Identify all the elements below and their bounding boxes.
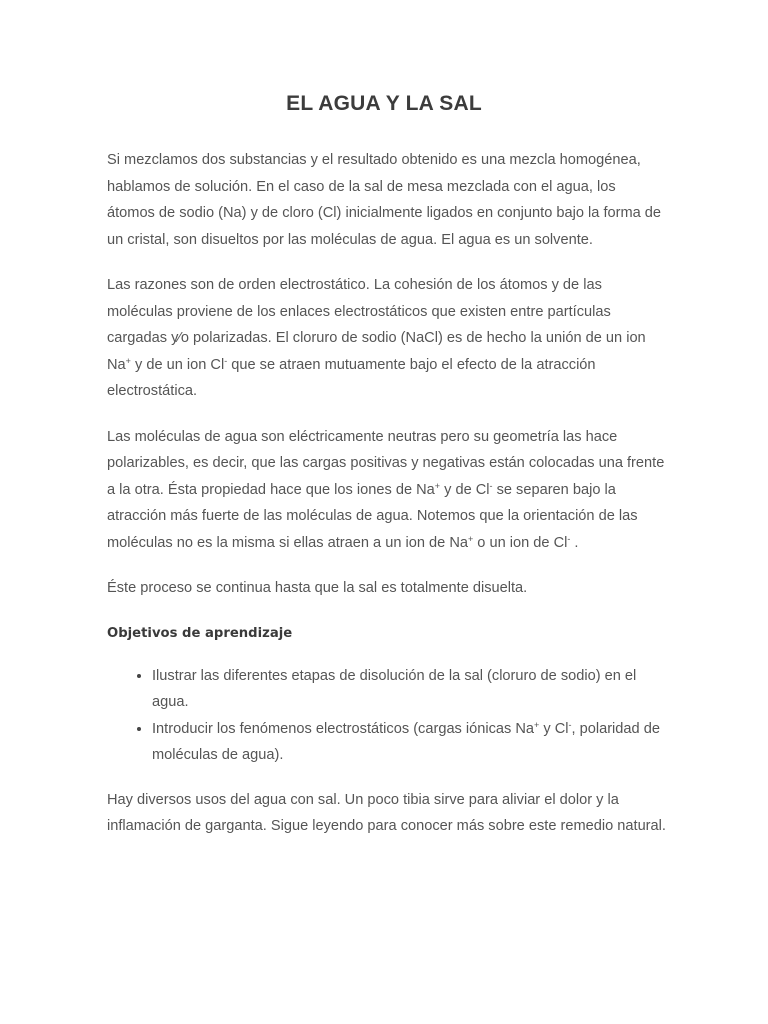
objectives-list bbox=[107, 663, 667, 769]
paragraph-text: y de Cl bbox=[440, 481, 490, 498]
charge-superscript: - bbox=[489, 480, 493, 491]
paragraph-text: se separen bajo la atracción más fuerte de las moléculas de agua. Notemos que la orientación de las moléculas no es la misma si ellas atraen a un ion de Na bbox=[107, 481, 638, 551]
paragraph-text: que se atraen mutuamente bajo el efecto de la atracción electrostática. bbox=[107, 356, 596, 399]
charge-superscript: - bbox=[568, 719, 572, 730]
objective-item bbox=[152, 716, 667, 769]
paragraph-polarity bbox=[107, 424, 667, 557]
paragraph-text: Las moléculas de agua son eléctricamente neutras pero su geometría las hace polarizables, es decir, que las cargas positivas y negativas están colocadas una frente a la otra. Ésta propiedad hace que los iones de Na bbox=[107, 428, 665, 498]
paragraph-text: y de un ion Cl bbox=[130, 356, 225, 373]
paragraph-solution: Si mezclamos dos substancias y el resultado obtenido es una mezcla homogénea, hablamos de solución. En el caso de la sal de mesa mezclada con el agua, los átomos de sodio (Na) y de cloro (Cl) inicialmente ligados en conjunto bajo la forma de un cristal, son disueltos por las moléculas de agua. El agua es un solvente. bbox=[107, 152, 662, 248]
charge-superscript: + bbox=[125, 355, 131, 366]
paragraph-dissolution: Éste proceso se continua hasta que la sal es totalmente disuelta. bbox=[107, 580, 528, 596]
charge-superscript: + bbox=[534, 719, 540, 730]
paragraph-text: o un ion de Cl bbox=[473, 534, 568, 551]
objective-text: , polaridad de moléculas de agua). bbox=[152, 720, 660, 763]
paragraph-text: Las razones son de orden electrostático. La cohesión de los átomos y de las moléculas proviene de los enlaces electrostáticos que existen entre partículas cargadas y⁄o polarizadas. El cloruro de sodio (NaCl) es de hecho la unión de un ion Na bbox=[107, 277, 646, 373]
charge-superscript: - bbox=[224, 355, 228, 366]
paragraph-electrostatic bbox=[107, 272, 667, 405]
charge-superscript: + bbox=[434, 480, 441, 491]
charge-superscript: - bbox=[567, 533, 571, 544]
paragraph-closing: Hay diversos usos del agua con sal. Un poco tibia sirve para aliviar el dolor y la inflamación de garganta. Sigue leyendo para conocer más sobre este remedio natural. bbox=[107, 791, 666, 834]
paragraph-text: . bbox=[570, 534, 579, 551]
objective-text: Introducir los fenómenos electrostáticos (cargas iónicas Na bbox=[152, 720, 535, 737]
document-body bbox=[107, 147, 667, 859]
objective-text: y Cl bbox=[539, 720, 569, 737]
document-title: EL AGUA Y LA SAL bbox=[286, 92, 482, 115]
objectives-heading: Objetivos de aprendizaje bbox=[107, 625, 293, 641]
charge-superscript: + bbox=[467, 533, 474, 544]
objective-item: • Ilustrar las diferentes etapas de disolución de la sal (cloruro de sodio) en el agua. bbox=[152, 663, 667, 716]
